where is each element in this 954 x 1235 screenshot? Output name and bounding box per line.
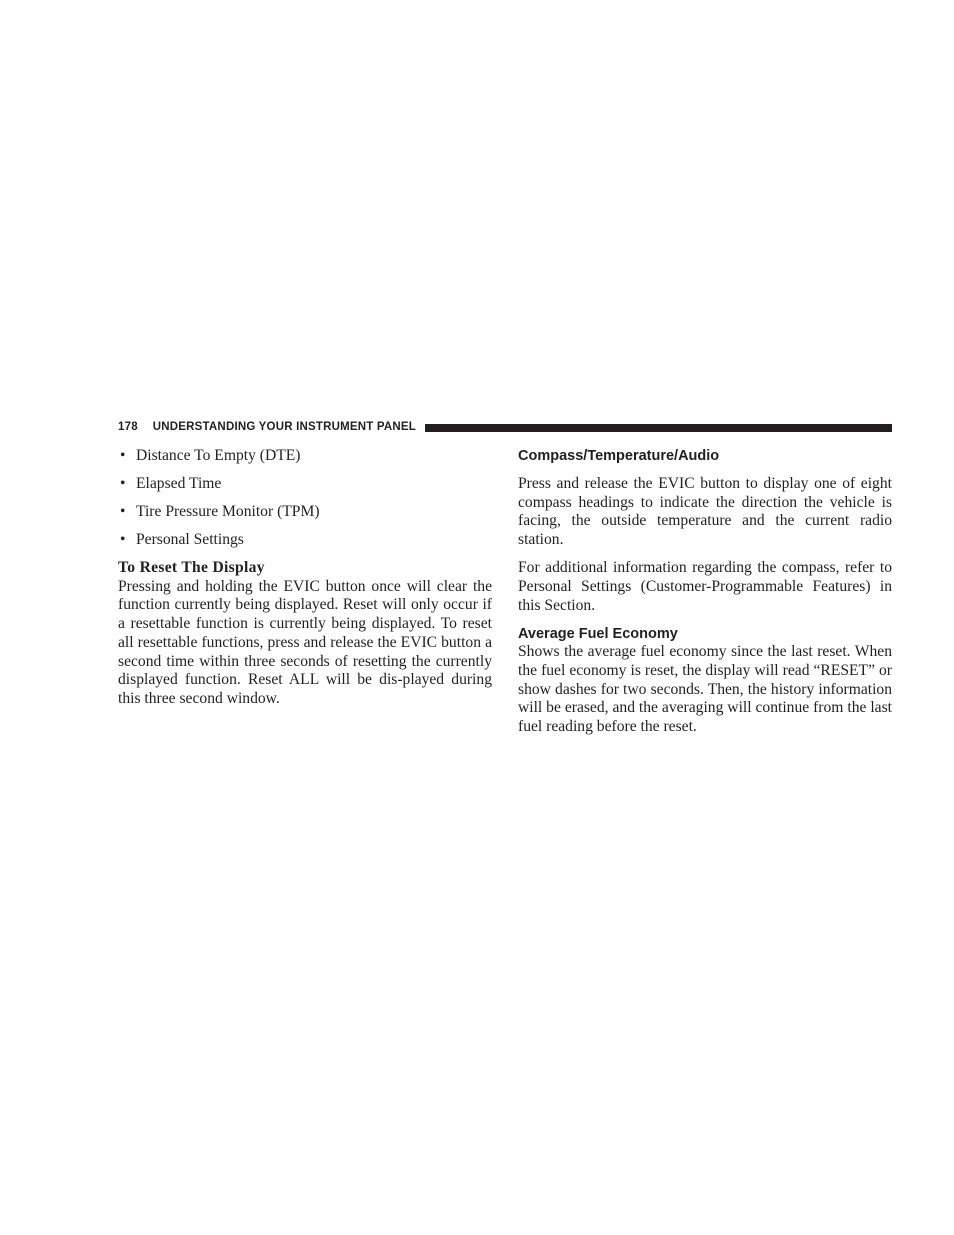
- bullet-icon: •: [120, 475, 126, 492]
- feature-list: [118, 447, 492, 550]
- fuel-economy-heading: Average Fuel Economy: [518, 625, 678, 642]
- compass-paragraph: Press and release the EVIC button to display one of eight compass headings to indicate the direction the vehicle is facing, the outside temperature and the current radio station.: [518, 475, 892, 549]
- list-item-label: Distance To Empty (DTE): [136, 447, 301, 464]
- list-item-label: Personal Settings: [136, 531, 244, 548]
- bullet-icon: •: [120, 447, 126, 464]
- list-item-label: Elapsed Time: [136, 475, 222, 492]
- list-item: [118, 531, 492, 550]
- reset-display-heading: To Reset The Display: [118, 559, 265, 576]
- section-title: UNDERSTANDING YOUR INSTRUMENT PANEL: [152, 421, 416, 433]
- list-item-label: Tire Pressure Monitor (TPM): [136, 503, 320, 520]
- bullet-icon: •: [120, 503, 126, 520]
- bullet-icon: •: [120, 531, 126, 548]
- page-header: [118, 418, 892, 436]
- list-item: [118, 447, 492, 466]
- left-column: [118, 447, 492, 709]
- list-item: [118, 503, 492, 522]
- list-item: [118, 475, 492, 494]
- compass-reference-paragraph: For additional information regarding the compass, refer to Personal Settings (Customer-Programmable Features) in this Section.: [518, 559, 892, 614]
- right-column: [518, 447, 892, 737]
- compass-heading: Compass/Temperature/Audio: [518, 448, 720, 464]
- fuel-economy-paragraph: Shows the average fuel economy since the last reset. When the fuel economy is reset, the display will read “RESET” or show dashes for two seconds. Then, the history information will be erased, and the averaging will continue from the last fuel reading before the reset.: [518, 643, 892, 736]
- reset-display-paragraph: Pressing and holding the EVIC button once will clear the function currently being displayed. Reset will only occur if a resettable function is currently being displayed. To reset all resettable functions, press and release the EVIC button a second time within three seconds of resetting the currently displayed function. Reset ALL will be dis-played during this three second window.: [118, 577, 492, 707]
- header-rule: [425, 424, 892, 432]
- page-number: 178: [118, 421, 138, 433]
